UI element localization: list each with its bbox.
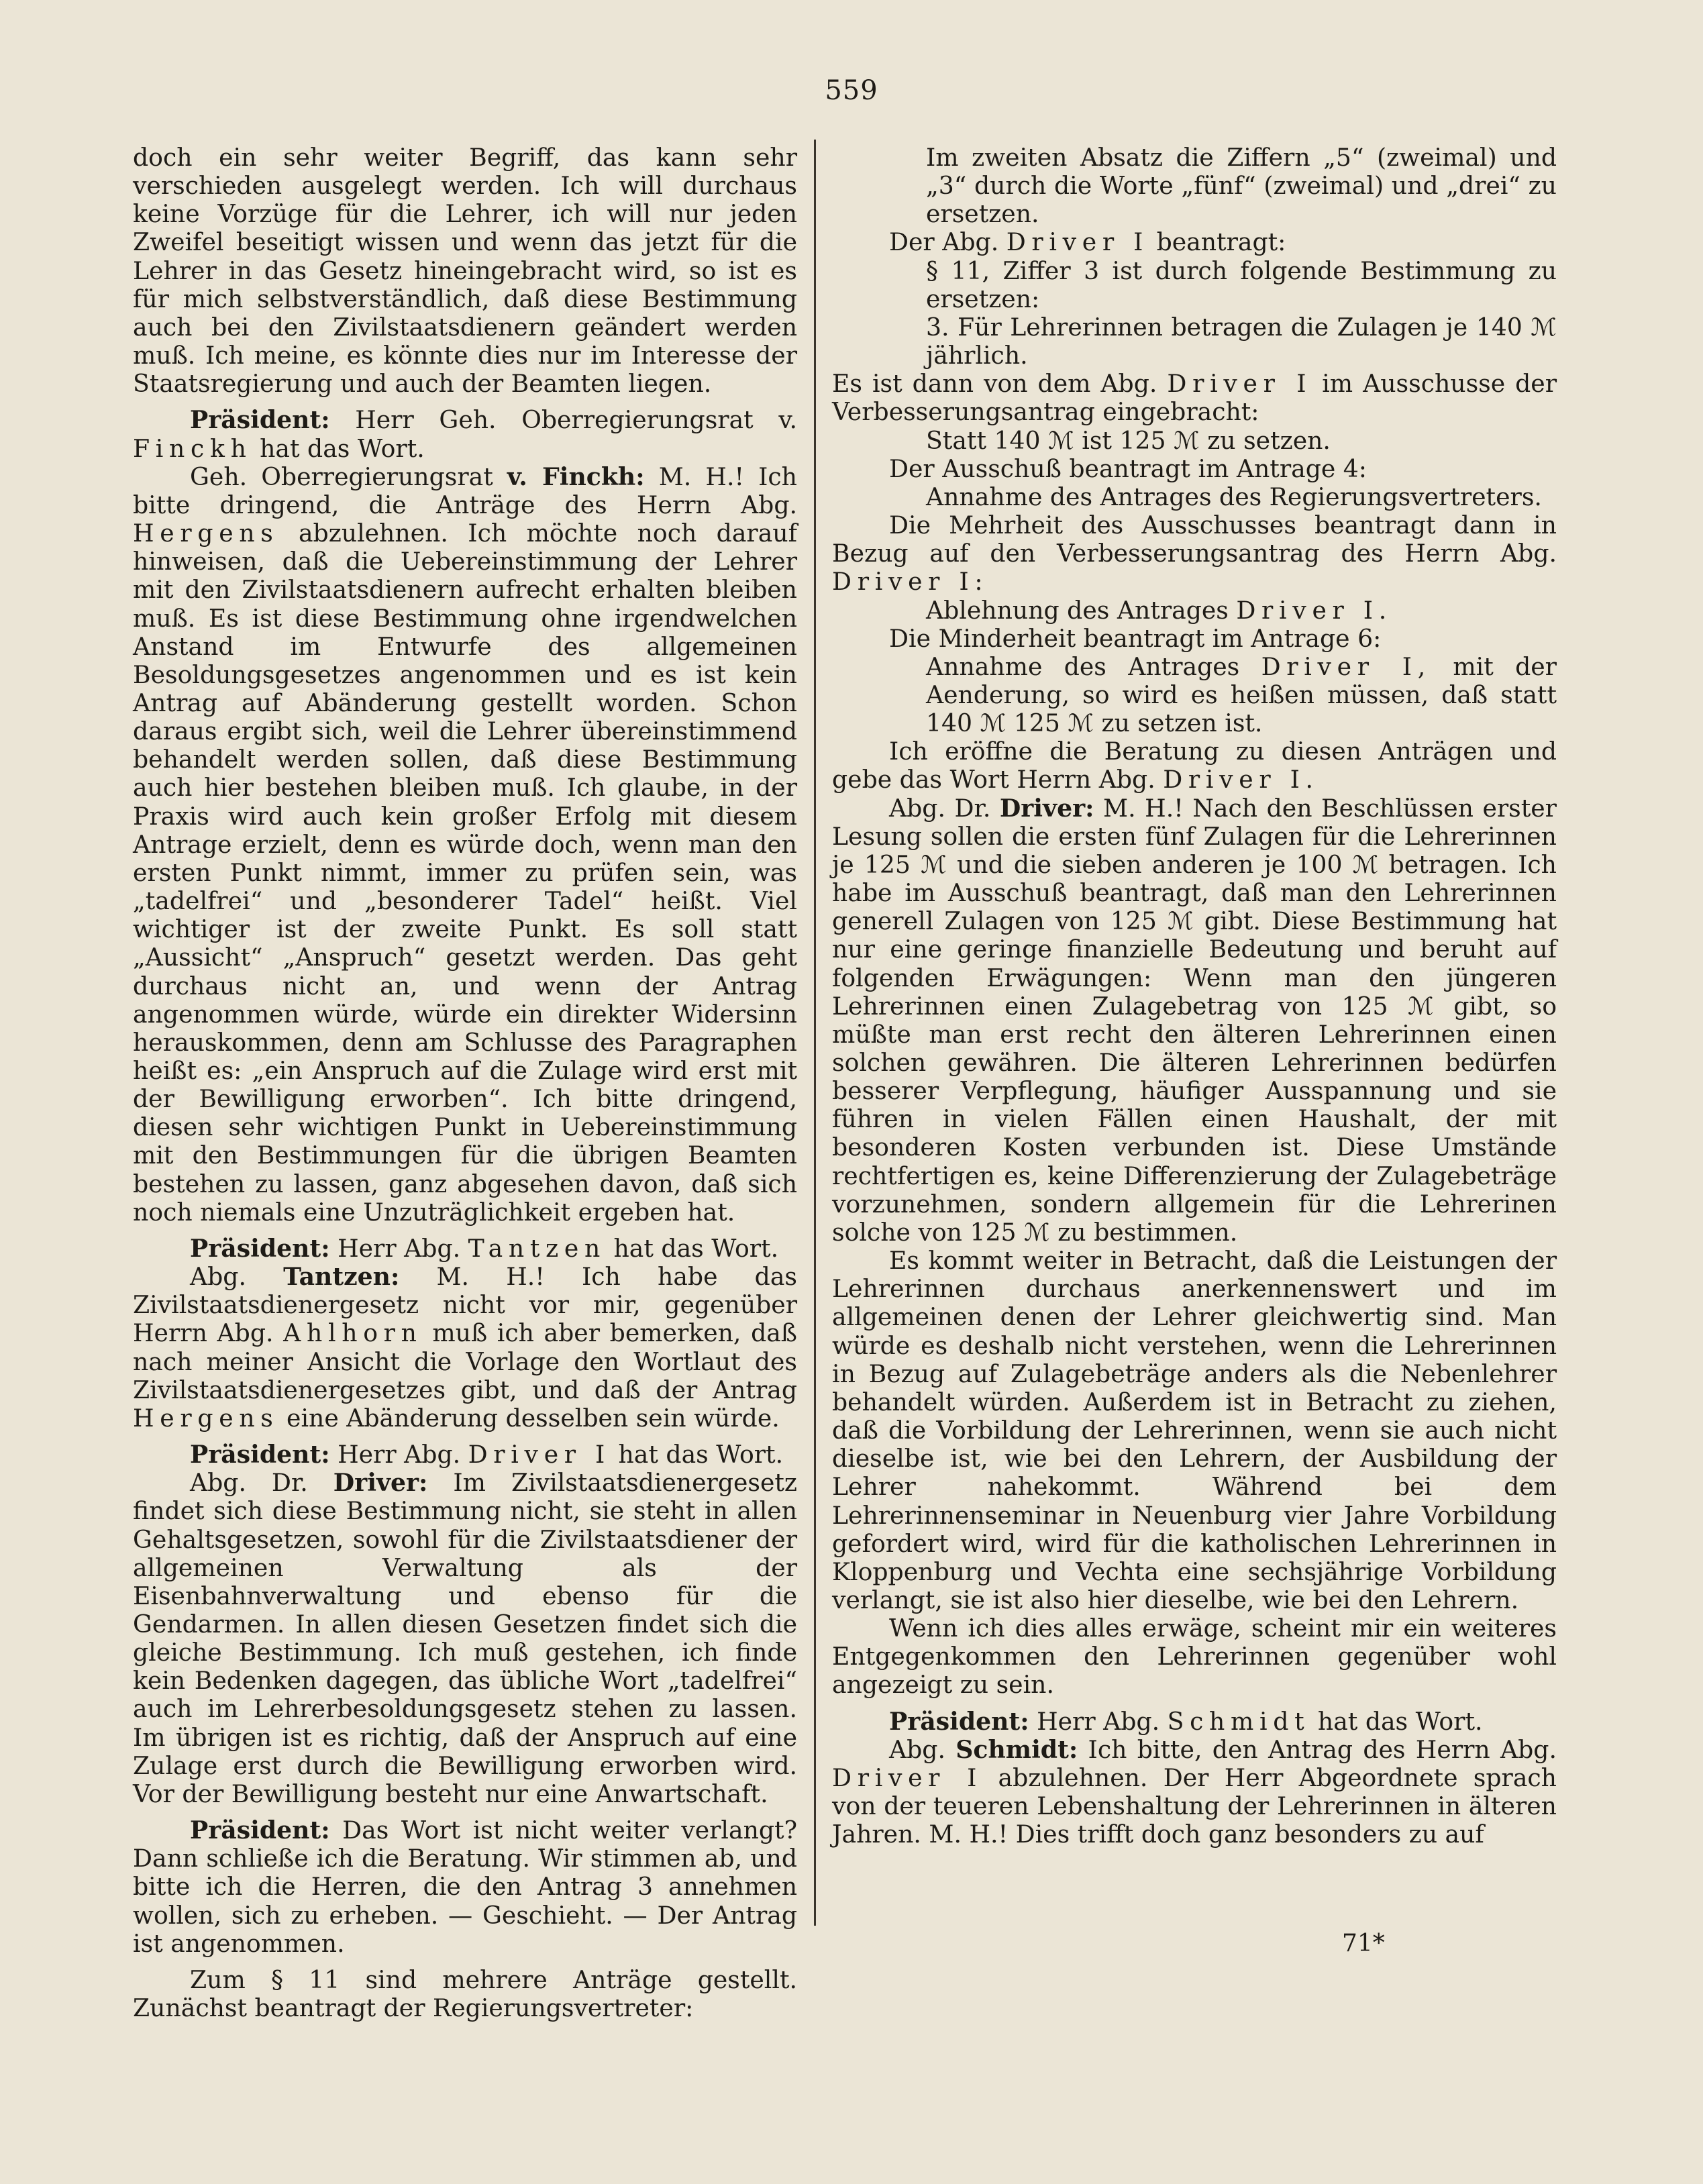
- paragraph: § 11, Ziffer 3 ist durch folgende Bestimmung zu ersetzen:: [926, 256, 1557, 313]
- paragraph: Präsident: Herr Abg. Tantzen hat das Wort.: [190, 1233, 779, 1263]
- paragraph: Präsident: Herr Geh. Oberregierungsrat v. Finckh hat das Wort.: [133, 405, 797, 463]
- paragraph: 3. Für Lehrerinnen betragen die Zulagen je 140 ℳ jährlich.: [926, 312, 1557, 370]
- paragraph: doch ein sehr weiter Begriff, das kann sehr verschieden ausgelegt werden. Ich will durchaus keine Vorzüge für die Lehrer, ich will nur jeden Zweifel beseitigt wissen und wenn das jetzt für die Lehrer in das Gesetz hineingebracht wird, so ist es für mich selbstverständlich, daß diese Bestimmung auch bei den Zivilstaatsdienern geändert werden muß. Ich meine, es könnte dies nur im Interesse der Staatsregierung und auch der Beamten liegen.: [133, 143, 797, 399]
- paragraph: Ablehnung des Antrages Driver I.: [926, 595, 1392, 625]
- spaced-name: Driver I: [468, 1440, 611, 1469]
- spaced-name: Driver I: [1167, 369, 1312, 399]
- spaced-name: Hergens: [133, 1403, 279, 1433]
- paragraph: Abg. Dr. Driver: Im Zivilstaatsdienergesetz findet sich diese Bestimmung nicht, sie steht in allen Gehaltsgesetzen, sowohl für die Zivilstaatsdiener der allgemeinen Verwaltung als der Eisenbahnverwaltung und ebenso für die Gendarmen. In allen diesen Gesetzen findet sich die gleiche Bestimmung. Ich muß gestehen, ich finde kein Bedenken dagegen, das übliche Wort „tadelfrei“ auch im Lehrerbesoldungsgesetz stehen zu lassen. Im übrigen ist es richtig, daß der Anspruch auf eine Zulage erst durch die Bewilligung erworben wird. Vor der Bewilligung besteht nur eine Anwartschaft.: [133, 1468, 798, 1808]
- speaker-label: Tantzen:: [283, 1262, 400, 1292]
- spaced-name: Driver I.: [1163, 765, 1319, 794]
- paragraph: Geh. Oberregierungsrat v. Finckh: M. H.! Ich bitte dringend, die Anträge des Herrn Abg. Hergens abzulehnen. Ich möchte noch darauf hinweisen, daß die Uebereinstimmung der Lehrer mit den Zivilstaatsdienern aufrecht erhalten bleiben muß. Es ist diese Bestimmung ohne irgendwelchen Anstand im Entwurfe des allgemeinen Besoldungsgesetzes angenommen und es ist kein Antrag auf Abänderung gestellt worden. Schon daraus ergibt sich, weil die Lehrer übereinstimmend behandelt werden sollen, daß diese Bestimmung auch hier bestehen bleiben muß. Ich glaube, in der Praxis wird auch kein großer Erfolg mit diesem Antrage erzielt, denn es würde doch, wenn man den ersten Punkt nimmt, immer zu prüfen sein, was „tadelfrei“ und „besonderer Tadel“ heißt. Viel wichtiger ist der zweite Punkt. Es soll statt „Aussicht“ „Anspruch“ gesetzt werden. Das geht durchaus nicht an, und wenn der Antrag angenommen würde, würde ein direkter Widersinn herauskommen, denn am Schlusse des Paragraphen heißt es: „ein Anspruch auf die Zulage wird erst mit der Bewilligung erworben“. Ich bitte dringend, diesen sehr wichtigen Punkt in Uebereinstimmung mit den Bestimmungen für die übrigen Beamten bestehen zu lassen, ganz abgesehen davon, daß sich noch niemals eine Unzuträglichkeit ergeben hat.: [133, 462, 797, 1227]
- paragraph: Im zweiten Absatz die Ziffern „5“ (zweimal) und „3“ durch die Worte „fünf“ (zweimal) und „drei“ zu ersetzen.: [926, 143, 1557, 229]
- paragraph: Abg. Tantzen: M. H.! Ich habe das Zivilstaatsdienergesetz nicht vor mir, gegenüber Herrn Abg. Ahlhorn muß ich aber bemerken, daß nach meiner Ansicht die Vorlage den Wortlaut des Zivilstaatsdienergesetzes gibt, und daß der Antrag Hergens eine Abänderung desselben sein würde.: [133, 1262, 797, 1433]
- paragraph: Wenn ich dies alles erwäge, scheint mir ein weiteres Entgegenkommen den Lehrerinnen gegenüber wohl angezeigt zu sein.: [832, 1614, 1557, 1700]
- paragraph: Es ist dann von dem Abg. Driver I im Ausschusse der Verbesserungsantrag eingebracht:: [832, 369, 1557, 427]
- right-column: [832, 144, 1557, 1849]
- speaker-label: Präsident:: [190, 1816, 330, 1845]
- left-column: [133, 144, 797, 2022]
- speaker-label: Präsident:: [889, 1706, 1029, 1736]
- speaker-label: Präsident:: [190, 405, 330, 435]
- paragraph: Die Mehrheit des Ausschusses beantragt dann in Bezug auf den Verbesserungsantrag des Herrn Abg. Driver I:: [832, 511, 1557, 596]
- paragraph: Ich eröffne die Beratung zu diesen Anträgen und gebe das Wort Herrn Abg. Driver I.: [832, 737, 1557, 794]
- paragraph: Präsident: Herr Abg. Driver I hat das Wort.: [190, 1440, 784, 1469]
- paragraph: Annahme des Antrages des Regierungsvertreters.: [926, 482, 1542, 511]
- spaced-name: Tantzen: [468, 1233, 606, 1263]
- speaker-label: Driver:: [999, 793, 1094, 823]
- speaker-label: Präsident:: [190, 1233, 330, 1263]
- paragraph: Abg. Dr. Driver: M. H.! Nach den Beschlüssen erster Lesung sollen die ersten fünf Zulagen für die Lehrerinnen je 125 ℳ und die sieben anderen je 100 ℳ betragen. Ich habe im Ausschuß beantragt, daß man den Lehrerinnen generell Zulagen von 125 ℳ gibt. Diese Bestimmung hat nur eine geringe finanzielle Bedeutung und beruht auf folgenden Erwägungen: Wenn man den jüngeren Lehrerinnen einen Zulagebetrag von 125 ℳ gibt, so müßte man erst recht den älteren Lehrerinnen einen solchen gewähren. Die älteren Lehrerinnen bedürfen besserer Verpflegung, häufiger Ausspannung und sie führen in vielen Fällen einen Haushalt, der mit besonderen Kosten verbunden ist. Diese Umstände rechtfertigen es, keine Differenzierung der Zulagebeträge vorzunehmen, sondern allgemein für die Lehrerinen solche von 125 ℳ zu bestimmen.: [832, 793, 1557, 1247]
- spaced-name: Ahlhorn: [283, 1318, 423, 1348]
- spaced-name: Hergens: [133, 519, 279, 548]
- spaced-name: Driver I:: [832, 567, 989, 596]
- paragraph: Präsident: Das Wort ist nicht weiter verlangt? Dann schließe ich die Beratung. Wir stimmen ab, und bitte ich die Herren, die den Antrag 3 annehmen wollen, sich zu erheben. — Geschieht. — Der Antrag ist angenommen.: [133, 1816, 797, 1958]
- paragraph: Zum § 11 sind mehrere Anträge gestellt. Zunächst beantragt der Regierungsvertreter:: [133, 1965, 797, 2022]
- speaker-label: Schmidt:: [956, 1734, 1078, 1764]
- spaced-name: Driver I,: [1261, 652, 1431, 681]
- speaker-label: Driver:: [333, 1468, 428, 1498]
- spaced-name: Finckh: [133, 433, 252, 463]
- paragraph: Die Minderheit beantragt im Antrage 6:: [889, 623, 1382, 653]
- speaker-label: v. Finckh:: [507, 462, 645, 491]
- speaker-label: Präsident:: [190, 1440, 330, 1469]
- paragraph: Statt 140 ℳ ist 125 ℳ zu setzen.: [926, 425, 1331, 455]
- paragraph: Der Abg. Driver I beantragt:: [889, 227, 1286, 257]
- spaced-name: Schmidt: [1167, 1706, 1310, 1736]
- paragraph: Der Ausschuß beantragt im Antrage 4:: [889, 454, 1367, 483]
- spaced-name: Driver I: [1006, 227, 1149, 257]
- spaced-name: Driver I.: [1236, 595, 1392, 625]
- paragraph: Präsident: Herr Abg. Schmidt hat das Wort.: [889, 1706, 1483, 1736]
- page-number: 559: [825, 75, 878, 106]
- spaced-name: Driver I: [832, 1763, 983, 1792]
- paragraph: Es kommt weiter in Betracht, daß die Leistungen der Lehrerinnen durchaus anerkennenswert und im allgemeinen denen der Lehrer gleichwertig sind. Man würde es deshalb nicht verstehen, wenn die Lehrerinnen in Bezug auf Zulagebeträge anders als die Nebenlehrer behandelt würden. Außerdem ist in Betracht zu ziehen, daß die Vorbildung der Lehrerinnen, wenn sie auch nicht dieselbe ist, wie bei den Lehrern, der Ausbildung der Lehrer nahekommt. Während bei dem Lehrerinnenseminar in Neuenburg vier Jahre Vorbildung gefordert wird, wird für die katholischen Lehrerinnen in Kloppenburg und Vechta eine sechsjährige Vorbildung verlangt, sie ist also hier dieselbe, wie bei den Lehrern.: [832, 1246, 1557, 1614]
- paragraph: Abg. Schmidt: Ich bitte, den Antrag des Herrn Abg. Driver I abzulehnen. Der Herr Abgeordnete sprach von der teueren Lebenshaltung der Lehrerinnen in älteren Jahren. M. H.! Dies trifft doch ganz besonders zu auf: [832, 1734, 1557, 1849]
- column-divider: [814, 140, 816, 1926]
- paragraph: Annahme des Antrages Driver I, mit der Aenderung, so wird es heißen müssen, daß statt 140 ℳ 125 ℳ zu setzen ist.: [926, 652, 1557, 738]
- signature-mark: 71*: [1342, 1930, 1385, 1957]
